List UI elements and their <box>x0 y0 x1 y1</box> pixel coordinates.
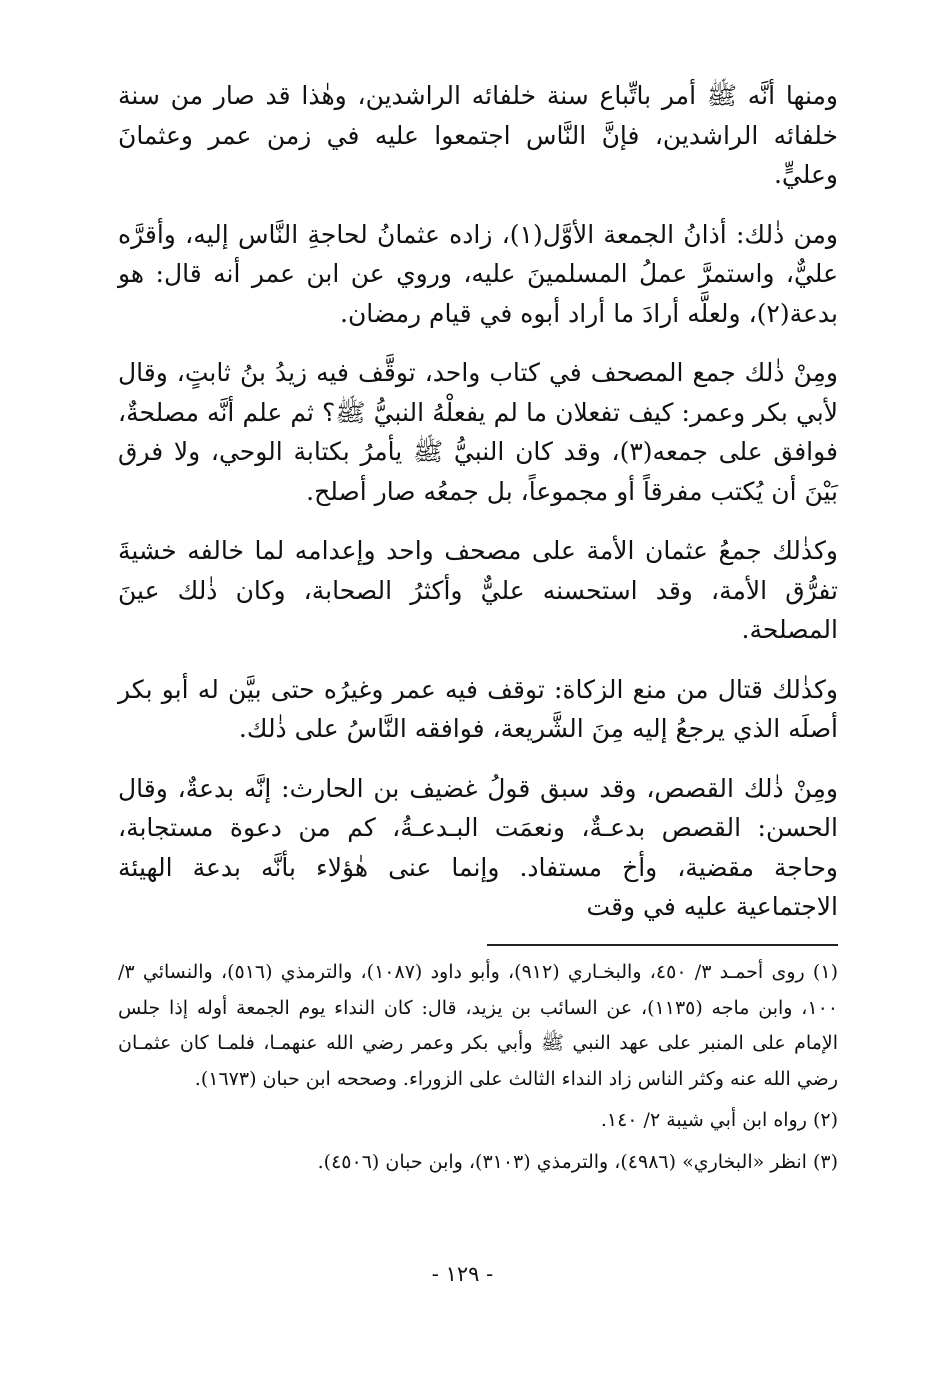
footnote-divider <box>487 944 838 946</box>
footnote-3: (٣) انظر «البخاري» (٤٩٨٦)، والترمذي (٣١٠٣)، وابن حبان (٤٥٠٦). <box>317 1150 838 1173</box>
paragraph-5: وكذٰلك قتال من منع الزكاة: توقف فيه عمر وغيرُه حتى بيَّن له أبو بكر أصلَه الذي يرجعُ إليه مِنَ الشَّريعة، فوافقه النَّاسُ على ذٰلك. <box>118 674 838 743</box>
paragraph-4: وكذٰلك جمعُ عثمان الأمة على مصحف واحد وإعدامه لما خالفه خشيةَ تفرُّق الأمة، وقد استحسنه عليٌّ وأكثرُ الصحابة، وكان ذٰلك عينَ المصلحة. <box>118 536 838 644</box>
footnotes <box>118 955 838 1186</box>
footnote-2: (٢) رواه ابن أبي شيبة ٢/ ١٤٠. <box>600 1109 838 1131</box>
main-text <box>118 76 838 927</box>
footnote-1: (١) روى أحمـد ٣/ ٤٥٠، والبخـاري (٩١٢)، وأبو داود (١٠٨٧)، والترمذي (٥١٦)، والنسائي ٣/ ١٠٠، وابن ماجه (١١٣٥)، عن السائب بن يزيد، قال: كان النداء يوم الجمعة أوله إذا جلس الإمام على المنبر على عهد النبي ﷺ وأبي بكر وعمر رضي الله عنهمـا، فلمـا كان عثمـان رضي الله عنه وكثر الناس زاد النداء الثالث على الزوراء. وصححه ابن حبان (١٦٧٣). <box>118 961 838 1090</box>
paragraph-1: ومنها أنَّه ﷺ أمر باتِّباع سنة خلفائه الراشدين، وهٰذا قد صار من سنة خلفائه الراشدين، فإنَّ النَّاس اجتمعوا عليه في زمن عمر وعثمانَ وعليٍّ. <box>118 81 838 189</box>
paragraph-6: ومِنْ ذٰلك القصص، وقد سبق قولُ غضيف بن الحارث: إنَّه بدعةٌ، وقال الحسن: القصص بدعـةٌ، ونعمَت البـدعـةُ، كم من دعوة مستجابة، وحاجة مقضية، وأخ مستفاد. وإنما عنى هٰؤلاء بأنَّه بدعة الهيئة الاجتماعية عليه في وقت <box>118 773 838 921</box>
paragraph-2: ومن ذٰلك: أذانُ الجمعة الأوَّل(١)، زاده عثمانُ لحاجةِ النَّاس إليه، وأقرَّه عليٌّ، واستمرَّ عملُ المسلمينَ عليه، وروي عن ابن عمر أنه قال: هو بدعة(٢)، ولعلَّه أرادَ ما أراد أبوه في قيام رمضان. <box>118 219 838 328</box>
paragraph-3: ومِنْ ذٰلك جمع المصحف في كتاب واحد، توقَّف فيه زيدُ بنُ ثابتٍ، وقال لأبي بكر وعمر: كيف تفعلان ما لم يفعلْهُ النبيُّ ﷺ؟ ثم علم أنَّه مصلحةٌ، فوافق على جمعه(٣)، وقد كان النبيُّ ﷺ يأمرُ بكتابة الوحي، ولا فرق بَيْنَ أن يُكتب مفرقاً أو مجموعاً، بل جمعُه صار أصلح. <box>118 358 838 506</box>
page-number: - ١٢٩ - <box>431 1262 494 1286</box>
